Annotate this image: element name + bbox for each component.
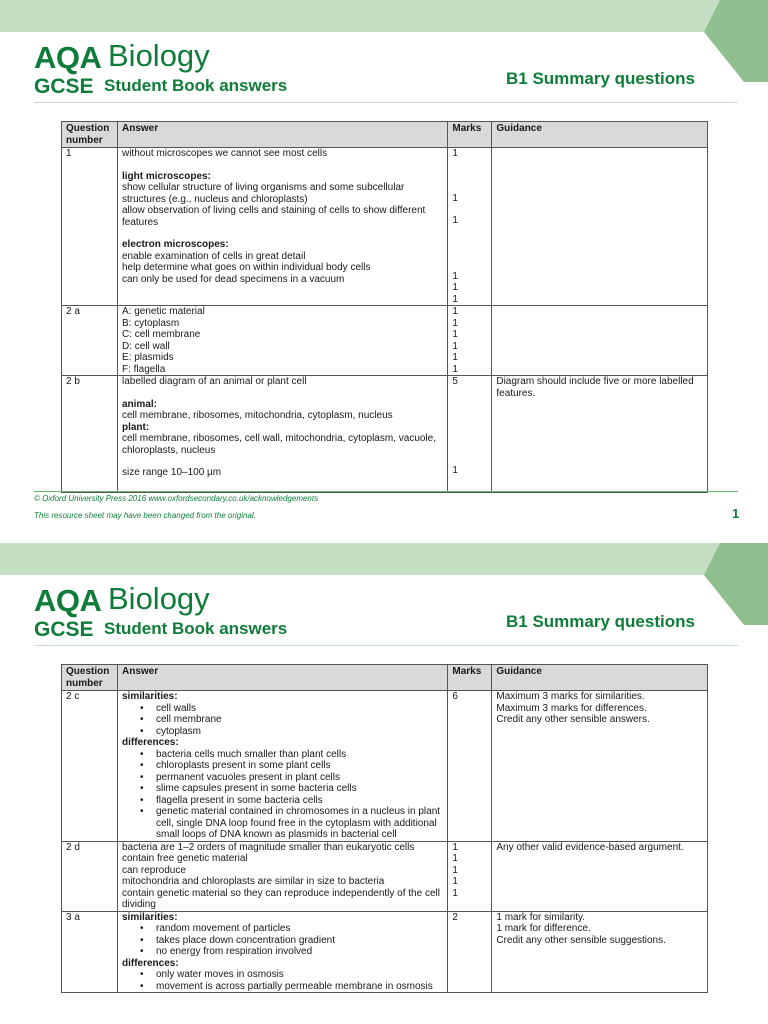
- table-row: [62, 306, 708, 376]
- list-item: • slime capsules present in some bacteria cells: [134, 783, 443, 795]
- guidance-line: Credit any other sensible answers.: [496, 714, 650, 725]
- question-number: 2 b: [62, 376, 118, 493]
- guidance-line: Maximum 3 marks for similarities.: [496, 691, 645, 702]
- table-header-row: [62, 665, 708, 691]
- header-tab-decoration: [704, 543, 768, 625]
- header-answer: Answer: [117, 122, 447, 148]
- answer-subheading: similarities:: [121, 911, 178, 923]
- header-question: Question number: [62, 122, 118, 148]
- answer-subheading: similarities:: [121, 691, 178, 702]
- logo-level: GCSE: [34, 618, 94, 641]
- header-band: [0, 543, 768, 575]
- answer-line: show cellular structure of living organisms and some subcellular structures (e.g., nucleus and chloroplasts): [121, 182, 405, 205]
- list-item: • permanent vacuoles present in plant cells: [134, 772, 443, 784]
- mark: 1: [452, 293, 458, 305]
- answer-cell: [117, 306, 447, 376]
- mark: 1: [452, 352, 458, 363]
- guidance-line: 1 mark for difference.: [496, 923, 591, 934]
- footer-rule: [34, 491, 738, 492]
- list-item: • takes place down concentration gradient: [134, 935, 443, 947]
- header-guidance: Guidance: [492, 122, 708, 148]
- answer-subheading: animal:: [121, 398, 157, 410]
- mark: 1: [452, 148, 458, 159]
- list-item: • only water moves in osmosis: [134, 969, 443, 981]
- logo-subtitle: Student Book answers: [104, 619, 288, 638]
- guidance-cell: [492, 691, 708, 842]
- answer-cell: [117, 376, 447, 493]
- answer-cell: [117, 148, 447, 306]
- header-band: [0, 0, 768, 32]
- mark: 1: [452, 887, 458, 899]
- answers-table: [61, 664, 708, 993]
- header-guidance: Guidance: [492, 665, 708, 691]
- mark: 1: [452, 215, 458, 226]
- header-tab-decoration: [704, 0, 768, 82]
- list-item: • genetic material contained in chromosomes in a nucleus in plant cell, single DNA loop found free in the cytoplasm with additional small loops of DNA known as plasmids in bacterial cell: [134, 806, 443, 841]
- table-row: [62, 911, 708, 993]
- answer-line: enable examination of cells in great detail: [121, 250, 306, 262]
- marks-cell: [448, 841, 492, 911]
- question-number: 2 d: [62, 841, 118, 911]
- list-item: • bacteria cells much smaller than plant cells: [134, 749, 443, 761]
- marks-cell: [448, 376, 492, 493]
- question-number: 2 a: [62, 306, 118, 376]
- answer-subheading: electron microscopes:: [121, 239, 229, 250]
- answer-line: D: cell wall: [121, 340, 170, 352]
- answer-line: size range 10–100 μm: [121, 467, 222, 478]
- header-rule: [34, 102, 738, 103]
- answer-line: mitochondria and chloroplasts are similar in size to bacteria: [121, 876, 385, 887]
- mark: 1: [452, 853, 458, 864]
- marks-cell: 2: [448, 911, 492, 993]
- list-item: • cell membrane: [134, 714, 443, 726]
- mark: 1: [452, 876, 458, 887]
- question-number: 2 c: [62, 691, 118, 842]
- table-row: [62, 148, 708, 306]
- header-marks: Marks: [448, 665, 492, 691]
- mark: 1: [452, 841, 458, 853]
- answer-line: F: flagella: [121, 363, 166, 375]
- page-number: 1: [732, 506, 740, 521]
- guidance-cell: [492, 306, 708, 376]
- section-title: B1 Summary questions: [506, 612, 695, 631]
- answer-cell: [117, 691, 447, 842]
- logo-subtitle: Student Book answers: [104, 76, 288, 95]
- bullet-list: [122, 923, 443, 958]
- answer-line: help determine what goes on within individual body cells: [121, 262, 371, 273]
- list-item: • no energy from respiration involved: [134, 946, 443, 958]
- list-item: • cell walls: [134, 703, 443, 715]
- answer-line: without microscopes we cannot see most cells: [121, 148, 328, 159]
- mark: 1: [452, 306, 458, 317]
- answer-line: can only be used for dead specimens in a vacuum: [121, 273, 345, 285]
- guidance-line: Maximum 3 marks for differences.: [496, 702, 647, 714]
- logo-aqa: AQA: [34, 583, 102, 618]
- mark: 1: [452, 363, 458, 375]
- answer-cell: [117, 841, 447, 911]
- guidance-line: Credit any other sensible suggestions.: [496, 934, 666, 946]
- answer-subheading: differences:: [121, 737, 179, 748]
- mark: 1: [452, 329, 458, 340]
- answer-line: cell membrane, ribosomes, mitochondria, cytoplasm, nucleus: [121, 410, 393, 421]
- answer-cell: [117, 911, 447, 993]
- list-item: • chloroplasts present in some plant cells: [134, 760, 443, 772]
- guidance-cell: [492, 148, 708, 306]
- answer-line: E: plasmids: [121, 352, 174, 363]
- marks-cell: [448, 306, 492, 376]
- answer-line: allow observation of living cells and staining of cells to show different features: [121, 205, 426, 228]
- question-number: 1: [62, 148, 118, 306]
- logo-level: GCSE: [34, 75, 94, 98]
- guidance-cell: Diagram should include five or more labelled features.: [492, 376, 708, 493]
- answers-table: [61, 121, 708, 493]
- answer-subheading: light microscopes:: [121, 170, 211, 182]
- answer-line: labelled diagram of an animal or plant cell: [121, 376, 307, 387]
- mark: 1: [452, 192, 458, 204]
- header-answer: Answer: [117, 665, 447, 691]
- list-item: • flagella present in some bacteria cells: [134, 795, 443, 807]
- bullet-list: [122, 703, 443, 738]
- logo-aqa: AQA: [34, 40, 102, 75]
- answer-line: C: cell membrane: [121, 329, 201, 340]
- list-item: • cytoplasm: [134, 726, 443, 738]
- table-row: [62, 691, 708, 842]
- table-header-row: [62, 122, 708, 148]
- guidance-cell: [492, 911, 708, 993]
- answer-line: bacteria are 1–2 orders of magnitude smaller than eukaryotic cells: [121, 841, 415, 853]
- mark: 5: [452, 376, 458, 387]
- marks-cell: 6: [448, 691, 492, 842]
- table-row: [62, 841, 708, 911]
- marks-cell: [448, 148, 492, 306]
- answer-subheading: plant:: [121, 421, 150, 433]
- question-number: 3 a: [62, 911, 118, 993]
- logo-subject: Biology: [108, 581, 210, 616]
- list-item: • random movement of particles: [134, 923, 443, 935]
- table-row: [62, 376, 708, 493]
- guidance-cell: Any other valid evidence-based argument.: [492, 841, 708, 911]
- header-marks: Marks: [448, 122, 492, 148]
- mark: 1: [452, 270, 458, 282]
- mark: 1: [452, 340, 458, 352]
- header-rule: [34, 645, 738, 646]
- section-title: B1 Summary questions: [506, 69, 695, 88]
- bullet-list: [122, 969, 443, 992]
- mark: 1: [452, 317, 458, 329]
- answer-line: can reproduce: [121, 864, 186, 876]
- logo-subject: Biology: [108, 38, 210, 73]
- mark: 1: [452, 864, 458, 876]
- answer-line: A: genetic material: [121, 306, 205, 317]
- guidance-line: 1 mark for similarity.: [496, 911, 586, 923]
- footer-copyright: © Oxford University Press 2016 www.oxfordsecondary.co.uk/acknowledgements: [34, 494, 319, 503]
- header-question: Question number: [62, 665, 118, 691]
- answer-subheading: differences:: [121, 957, 179, 969]
- footer-note: This resource sheet may have been changed from the original.: [34, 511, 256, 520]
- page-2: [0, 543, 768, 1024]
- list-item: • movement is across partially permeable membrane in osmosis: [134, 981, 443, 993]
- mark: 1: [452, 464, 458, 476]
- answer-line: contain genetic material so they can reproduce independently of the cell dividing: [121, 887, 440, 910]
- answer-line: cell membrane, ribosomes, cell wall, mitochondria, cytoplasm, vacuole, chloroplasts, nucleus: [121, 433, 436, 456]
- answer-line: contain free genetic material: [121, 853, 248, 864]
- mark: 1: [452, 282, 458, 293]
- answer-line: B: cytoplasm: [121, 317, 180, 329]
- bullet-list: [122, 749, 443, 841]
